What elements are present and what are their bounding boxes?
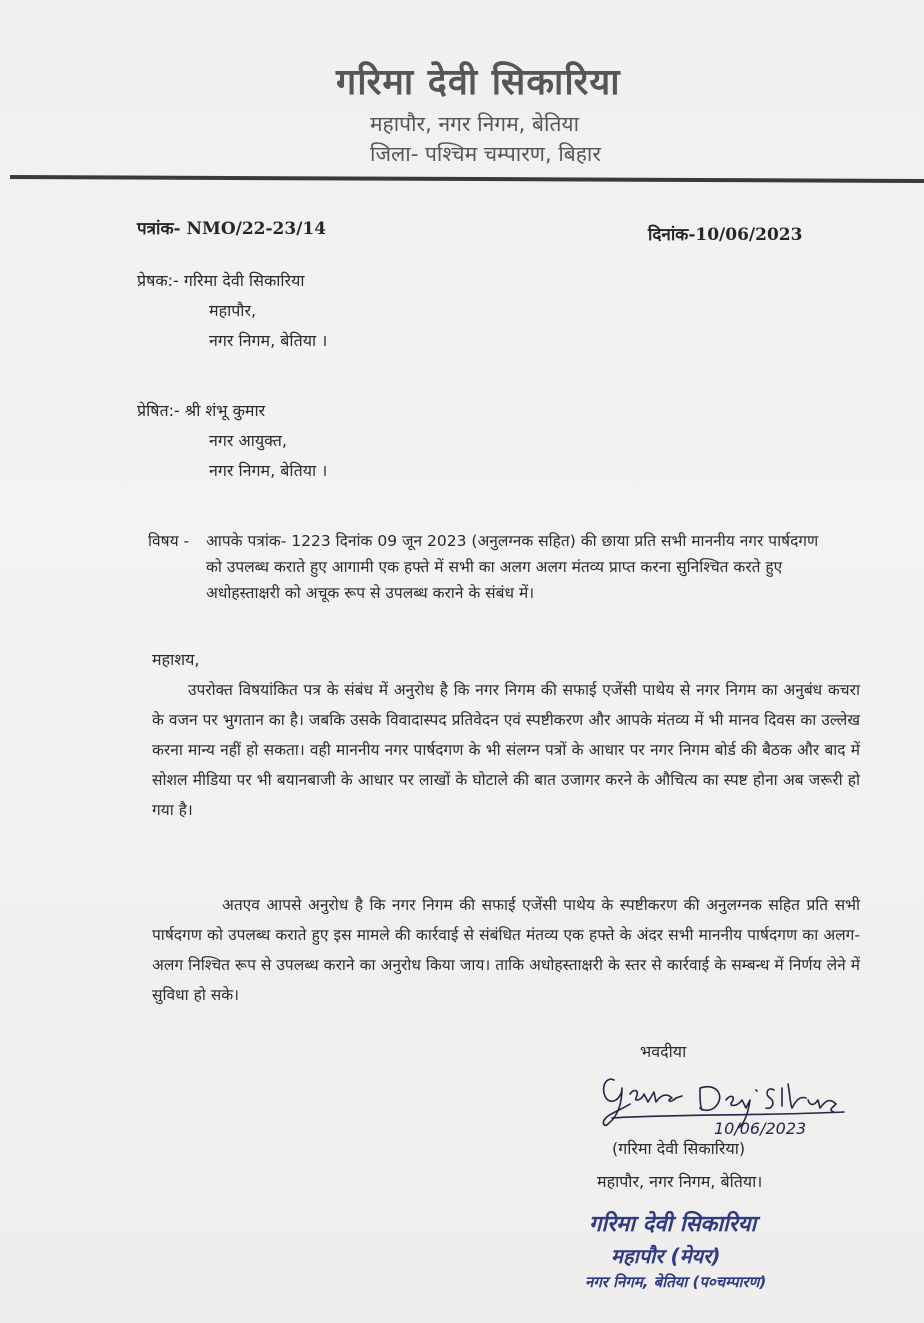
recipient-label: प्रेषित:- श्री शंभू कुमार: [137, 401, 266, 420]
sender-label: प्रेषक:- गरिमा देवी सिकारिया: [137, 271, 305, 290]
recipient-line2: नगर निगम, बेतिया ।: [209, 461, 328, 480]
handwritten-signature: [596, 1058, 856, 1138]
recipient-block: [137, 396, 327, 486]
signature-date: 10/06/2023: [714, 1119, 807, 1138]
sender-line1: महापौर,: [209, 301, 257, 320]
body-paragraph-2: अतएव आपसे अनुरोध है कि नगर निगम की सफाई एजेंसी पाथेय के स्पष्टीकरण की अनुलग्नक सहित प्रति सभी पार्षदगण को उपलब्ध कराते हुए इस मामले की कार्रवाई से संबंधित मंतव्य एक हफ्ते के अंदर सभी माननीय पार्षदगण का अलग-अलग निश्चित रूप से उपलब्ध कराने का अनुरोध किया जाय। ताकि अधोहस्ताक्षरी के स्तर से कार्रवाई के सम्बन्ध में निर्णय लेने में सुविधा हो सके।: [152, 896, 860, 1004]
valediction: भवदीया: [640, 1042, 687, 1061]
subject-text: आपके पत्रांक- 1223 दिनांक 09 जून 2023 (अनुलग्नक सहित) की छाया प्रति सभी माननीय नगर पार्षदगण को उपलब्ध कराते हुए आगामी एक हफ्ते में सभी का अलग अलग मंतव्य प्राप्त करना सुनिश्चित करते हुए अधोहस्ताक्षरी को अचूक रूप से उपलब्ध कराने के संबंध में।: [206, 532, 819, 602]
stamp-designation: महापौर (मेयर): [611, 1244, 721, 1268]
body-paragraph-1: उपरोक्त विषयांकित पत्र के संबंध में अनुरोध है कि नगर निगम की सफाई एजेंसी पाथेय से नगर निगम का अनुबंध कचरा के वजन पर भुगतान का है। जबकि उसके विवादास्पद प्रतिवेदन एवं स्पष्टीकरण और आपके मंतव्य में भी मानव दिवस का उल्लेख करना मान्य नहीं हो सकता। वही माननीय नगर पार्षदगण के भी संलग्न पत्रों के आधार पर नगर निगम बोर्ड की बैठक और बाद में सोशल मीडिया पर भी बयानबाजी के आधार पर लाखों के घोटाले की बात उजागर करने के औचित्य का स्पष्ट होना अब जरूरी हो गया है।: [152, 681, 860, 819]
signatory-designation: महापौर, नगर निगम, बेतिया।: [597, 1172, 763, 1191]
letterhead-designation: महापौर, नगर निगम, बेतिया: [370, 112, 580, 136]
subject-block: [148, 528, 838, 606]
reference-date: दिनांक-10/06/2023: [648, 225, 803, 245]
reference-number: पत्रांक- NMO/22-23/14: [137, 219, 327, 239]
sender-block: [137, 266, 327, 356]
sender-line2: नगर निगम, बेतिया ।: [209, 331, 328, 350]
recipient-line1: नगर आयुक्त,: [209, 431, 287, 450]
signatory-name: (गरिमा देवी सिकारिया): [612, 1139, 746, 1158]
letterhead-name: गरिमा देवी सिकारिया: [336, 62, 621, 103]
subject-label: विषय -: [148, 532, 190, 550]
signature-drawing: [596, 1058, 856, 1138]
stamp-name: गरिमा देवी सिकारिया: [589, 1212, 757, 1237]
stamp-office: नगर निगम, बेतिया (प०चम्पारण): [585, 1273, 767, 1291]
salutation: महाशय,: [152, 650, 200, 669]
letterhead-divider: [10, 175, 924, 183]
official-stamp: [585, 1208, 835, 1300]
letterhead-district: जिला- पश्चिम चम्पारण, बिहार: [370, 142, 601, 166]
